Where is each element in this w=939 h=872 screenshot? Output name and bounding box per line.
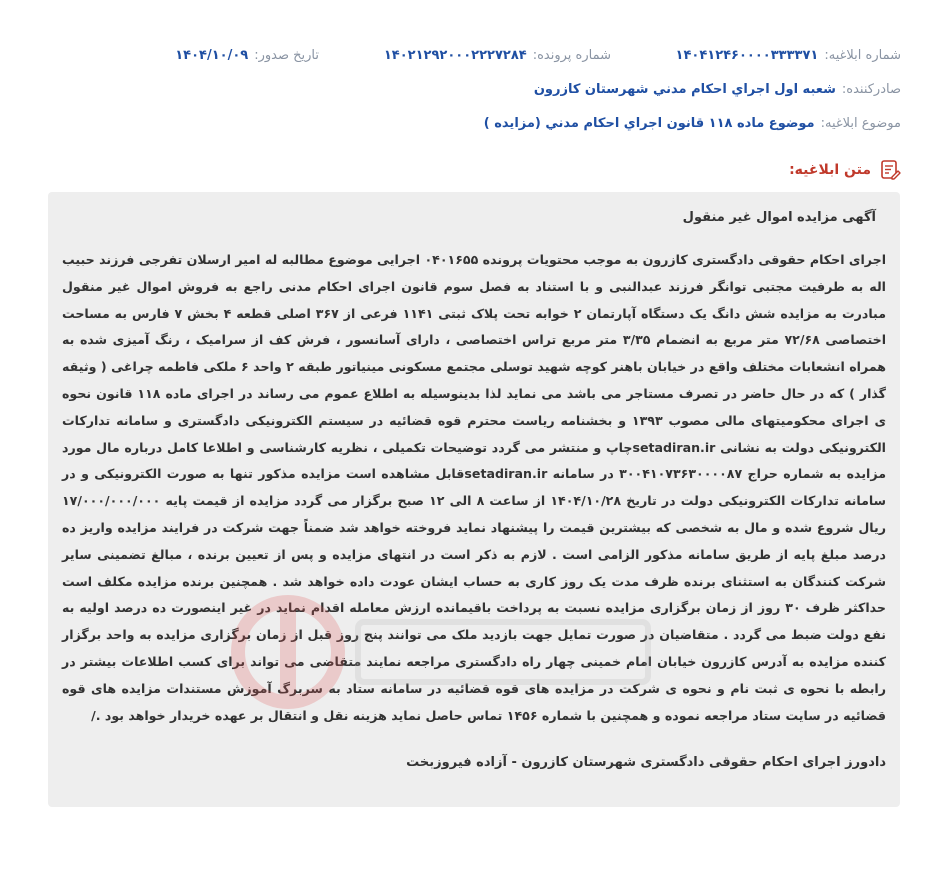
- case-number-label: شماره پرونده:: [532, 47, 611, 63]
- notice-content-box: [48, 192, 900, 807]
- notice-number-value: ۱۴۰۴۱۲۴۶۰۰۰۰۳۳۳۳۷۱: [675, 47, 819, 63]
- subject: [484, 116, 901, 131]
- subject-label: موضوع ابلاغیه:: [820, 115, 901, 131]
- issue-date: [175, 48, 319, 63]
- case-number: [384, 48, 611, 63]
- meta-row-issuer: [38, 77, 901, 101]
- meta-row-subject: [38, 111, 901, 135]
- notice-number: [676, 48, 901, 63]
- notice-body-text: اجرای احکام حقوقی دادگستری کازرون به موجب محتویات پرونده ۰۴۰۱۶۵۵ اجرایی موضوع مطالبه له امیر ارسلان تفرجی فرزند حبیب اله به طرفیت مجتبی توانگر فرزند عبدالنبی و با استناد به فصل سوم قانون اجرای احکام مدنی راجع به فروش اموال غیر منقول مبادرت به مزایده شش دانگ یک دستگاه آپارتمان ۲ خوابه تحت پلاک ثبتی ۱۱۴۱ فرعی از ۳۶۷ اصلی قطعه ۴ بخش ۷ فارس به مساحت اختصاصی ۷۲/۶۸ متر مربع به انضمام ۳/۳۵ متر مربع تراس اختصاصی ، دارای آسانسور ، فرش کف از سرامیک ، رنگ آمیزی شده به همراه انشعابات مختلف واقع در خیابان باهنر کوچه شهید توسلی مجتمع مسکونی مینیاتور طبقه ۲ واحد ۶ ملکی فاطمه چراغی ( وثیقه گذار ) که در حال حاضر در تصرف مستاجر می باشد می نماید لذا بدینوسیله به اطلاع عموم می رساند در اجرای ماده ۱۱۸ قانون نحوه ی اجرای محکومیتهای مالی مصوب ۱۳۹۳ و بخشنامه ریاست محترم قوه قضائیه در سیستم الکترونیکی دادگستری و سامانه تدارکات الکترونیکی دولت به نشانی setadiran.irچاپ و منتشر می گردد توضیحات تکمیلی ، نظریه کارشناسی و اطلاعا کامل درباره مال مورد مزایده به شماره حراج ۳۰۰۴۱۰۷۳۶۳۰۰۰۰۸۷ در سامانه setadiran.irقابل مشاهده است مزایده مذکور تنها به صورت الکترونیکی و در سامانه تدارکات الکترونیکی دولت در تاریخ ۱۴۰۴/۱۰/۲۸ از ساعت ۸ الی ۱۲ صبح برگزار می گردد مزایده از قیمت پایه ۱۷/۰۰۰/۰۰۰/۰۰۰ ریال شروع شده و مال به شخصی که بیشترین قیمت را پیشنهاد نماید فروخته خواهد شد ضمناً جهت شرکت در فرایند مزایده واریز ده درصد مبلغ پایه از طریق سامانه مذکور الزامی است . لازم به ذکر است در انتهای مزایده و پس از تعیین برنده ، مبالغ تضمینی سایر شرکت کنندگان به استثنای برنده ظرف مدت یک روز کاری به حساب ایشان عودت داده خواهد شد . همچنین برنده مزایده مکلف است حداکثر ظرف ۳۰ روز از زمان برگزاری مزایده نسبت به پرداخت باقیمانده ارزش معامله اقدام نماید در غیر اینصورت ده درصد اولیه به نفع دولت ضبط می گردد . متقاضیان در صورت تمایل جهت بازدید ملک می توانند پنج روز قبل از زمان برگزاری مزایده به واحد برگزار کننده مزایده به آدرس کازرون خیابان امام خمینی چهار راه دادگستری مراجعه نمایند متقاضی می تواند برای کسب اطلاعات بیشتر در رابطه با نحوه ی ثبت نام و نحوه ی شرکت در مزایده های قوه قضائیه در سامانه ستاد به سربرگ آموزش مستندات مزایده های قوه قضائیه در سایت ستاد مراجعه نموده و همچنین با شماره ۱۴۵۶ تماس حاصل نماید هزینه نقل و انتقال بر عهده خریدار خواهد بود ./: [62, 252, 887, 723]
- notice-title: آگهی مزایده اموال غیر منقول: [682, 210, 876, 225]
- issue-date-value: ۱۴۰۴/۱۰/۰۹: [175, 47, 249, 63]
- issue-date-label: تاریخ صدور:: [254, 47, 319, 63]
- issuer-label: صادرکننده:: [841, 81, 901, 97]
- subject-value: موضوع ماده ۱۱۸ قانون اجراي احكام مدني (مزايده ): [483, 115, 815, 131]
- issuer-value: شعبه اول اجراي احكام مدني شهرستان كازرون: [533, 81, 836, 97]
- notice-signature: دادورز اجرای احکام حقوقی دادگستری شهرستان کازرون - آزاده فیروزبخت: [406, 755, 886, 770]
- document-edit-icon: [879, 159, 901, 181]
- notice-number-label: شماره ابلاغیه:: [824, 47, 901, 63]
- section-heading: [789, 159, 901, 181]
- section-title: متن ابلاغیه:: [789, 162, 871, 178]
- meta-row-numbers: [38, 43, 901, 67]
- case-number-value: ۱۴۰۲۱۲۹۲۰۰۰۲۲۲۷۲۸۴: [383, 47, 527, 63]
- issuer: [534, 82, 901, 97]
